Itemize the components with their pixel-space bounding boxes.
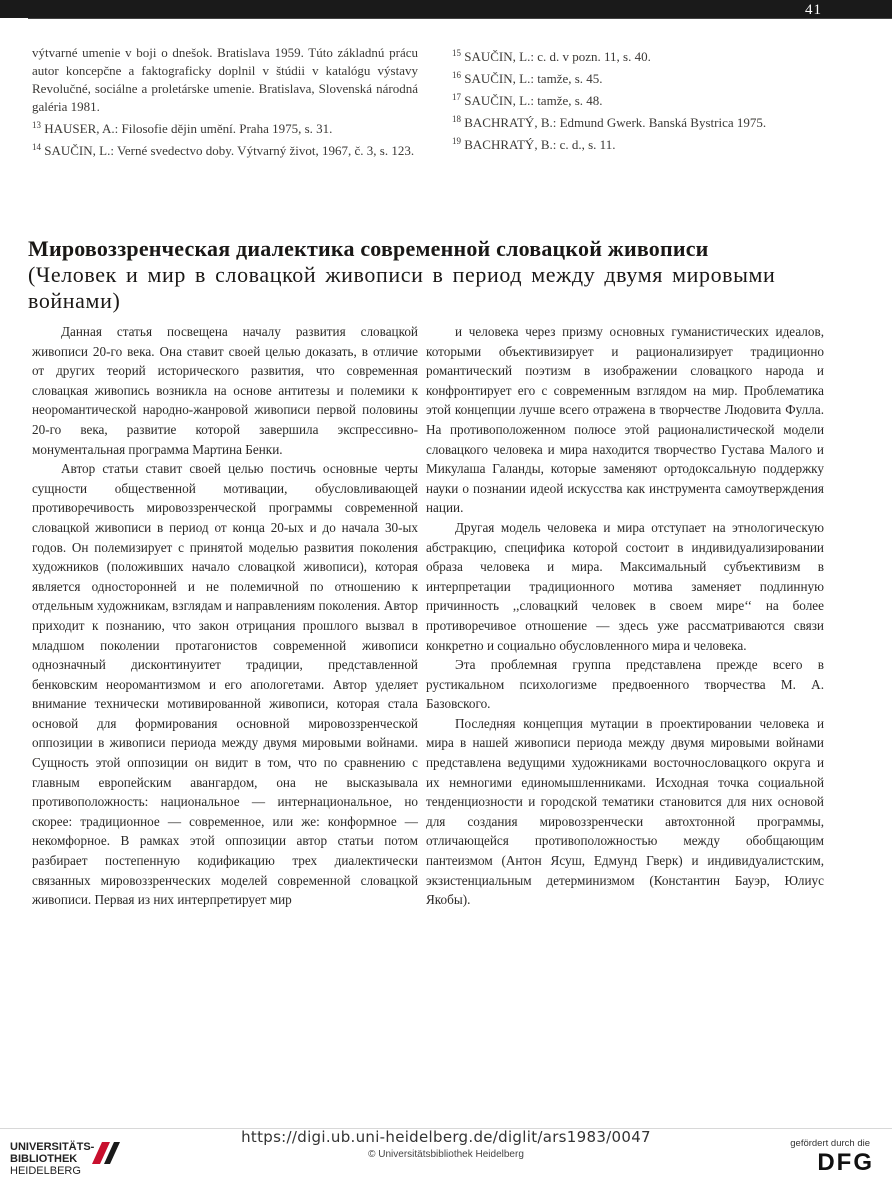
- footnote: [452, 66, 832, 88]
- footnote-text: SAUČIN, L.: Verné svedectvo doby. Výtvarný život, 1967, č. 3, s. 123.: [44, 143, 415, 158]
- footnote-number: 17: [452, 92, 461, 102]
- footnote-number: 13: [32, 120, 41, 130]
- footnote-text: SAUČIN, L.: tamže, s. 45.: [464, 71, 603, 86]
- page-rule: [28, 18, 892, 19]
- library-name-line1: UNIVERSITÄTS-: [10, 1141, 95, 1153]
- footnotes-left: [32, 44, 418, 160]
- footnote: [452, 44, 832, 66]
- paragraph: Данная статья посвещена началу развития словацкой живописи 20-го века. Она ставит своей целью доказать, в отличие от других теорий исторического развития, что современная словацкая живопись возникла на основе антитезы и полемики к неоромантической народно-жанровой живописи первой половины 20-го века, развитие которой завершила экспрессивно-монументальная программа Мартина Бенки.: [32, 324, 418, 457]
- library-name-line3: HEIDELBERG: [10, 1165, 81, 1177]
- footnote-text: SAUČIN, L.: tamže, s. 48.: [464, 93, 603, 108]
- article-title: Мировоззренческая диалектика современной словацкой живописи: [28, 236, 709, 261]
- article-subtitle: (Человек и мир в словацкой живописи в период между двумя мировыми войнами): [28, 262, 776, 313]
- footnote: [32, 116, 418, 138]
- footnote-continuation: výtvarné umenie v boji o dnešok. Bratislava 1959. Túto základnú prácu autor koncepčne a faktograficky doplnil v štúdii v katalógu výstavy Revolučné, sociálne a proletárske umenie. Bratislava, Slovenská národná galéria 1981.: [32, 45, 418, 114]
- footnote-text: BACHRATÝ, B.: c. d., s. 11.: [464, 137, 616, 152]
- paragraph: и человека через призму основных гуманистических идеалов, которыми объективизирует и рационализирует традиционно романтический поэтизм в изображении словацкого народа и конфронтирует его с современным взглядом на мир. Проблематика этой концепции лучше всего отражена в творчестве Людовита Фулла. На противоположенном полюсе этой рационалистической модели словацкого человека и мира находится творчество Густава Малого и Микулаша Галанды, которые заменяют ортодоксальную поддержку науки о познании идеой искусства как инструмента самоутверждения нации.: [426, 324, 824, 516]
- library-name-line2: BIBLIOTHEK: [10, 1153, 78, 1165]
- article-column-right: [426, 322, 824, 910]
- footnote-text: BACHRATÝ, B.: Edmund Gwerk. Banská Bystrica 1975.: [464, 115, 767, 130]
- footnote: [32, 138, 418, 160]
- paragraph: Эта проблемная группа представлена прежде всего в рустикальном психологизме предвоенного творчества М. А. Базовского.: [426, 657, 824, 712]
- footnote-number: 16: [452, 70, 461, 80]
- copyright-notice: © Universitätsbibliothek Heidelberg: [368, 1149, 524, 1160]
- funded-by-label: gefördert durch die: [790, 1138, 870, 1149]
- paragraph: Последняя концепция мутации в проектировании человека и мира в нашей живописи периода между двумя мировыми войнами представлена ведущими художниками восточнословацкого округа и их немногими единомышленниками. Исходная точка социальной тенденциозности и городской тематики становится для них основой для создания мировоззренчески автохтонной программы, отличающейся противоположностью между обобщающим пантеизмом (Антон Ясуш, Едмунд Гверк) и индивидуалистским, экзистенциальным детерминизмом (Константин Бауэр, Юлиус Якобы).: [426, 715, 824, 908]
- footnote-number: 19: [452, 136, 461, 146]
- paragraph: Другая модель человека и мира отступает на этнологическую абстракцию, специфика которой состоит в индивидуализировании образа человека и мира. Максимальный субъективизм в интерпретации традиционного мотива заменяет подлинную причинность ,,словацкий человек в своем мире‘‘ на более противоречивое отношение — здесь уже рассматриваются связи конкретно и социально обусловленного мира и человека.: [426, 519, 824, 653]
- footnote-text: HAUSER, A.: Filosofie dějin umění. Praha 1975, s. 31.: [44, 121, 333, 136]
- dfg-logo[interactable]: DFG: [817, 1149, 874, 1176]
- footnote: [452, 88, 832, 110]
- footnote-text: SAUČIN, L.: c. d. v pozn. 11, s. 40.: [464, 49, 651, 64]
- footnote-number: 15: [452, 48, 461, 58]
- page-number: 41: [805, 2, 822, 18]
- permalink-url[interactable]: https://digi.ub.uni-heidelberg.de/diglit/ars1983/0047: [241, 1128, 651, 1146]
- footnote: [452, 110, 832, 132]
- footnotes-right: [452, 44, 832, 154]
- top-bar: [0, 0, 892, 18]
- footnote-number: 14: [32, 142, 41, 152]
- footnote: [452, 132, 832, 154]
- footnote-number: 18: [452, 114, 461, 124]
- paragraph: Автор статьи ставит своей целью постичь основные черты сущности общественной мотивации, обусловливающей противоречивость мировоззренческой программы современной словацкой живописи в период от конца 20-ых и до начала 30-ых годов. Он полемизирует с принятой моделью развития поколения художников (положивших начало словацкой живописи), которая является односторонней и не полемичной по отношению к отдельным художникам, взглядам и направлениям поколения. Автор приходит к познанию, что закон отрицания прошлого вызвал в младшом поколении протагонистов современной живописи однозначный дисконтинуитет традиции, представленной бенковским неоромантизмом и его апологетами. Автор уделяет внимание технически мотивированной живописи, которая стала основой для формирования основной мировоззренческой оппозиции в живописи периода между двумя мировыми войнами. Сущность этой оппозиции он видит в том, что по сравнению с главным европейским авангардом, она не высказывала противоположность: национальное — интернациональное, но скорее: традиционное — современное, или же: конформное — некомфорное. В рамках этой оппозиции автор статьи потом разбирает постепенную кодификацию трех диалектически связанных мировоззренческих моделей современной словацкой живописи. Первая из них интерпретирует мир: [32, 461, 418, 908]
- article-column-left: [32, 322, 418, 910]
